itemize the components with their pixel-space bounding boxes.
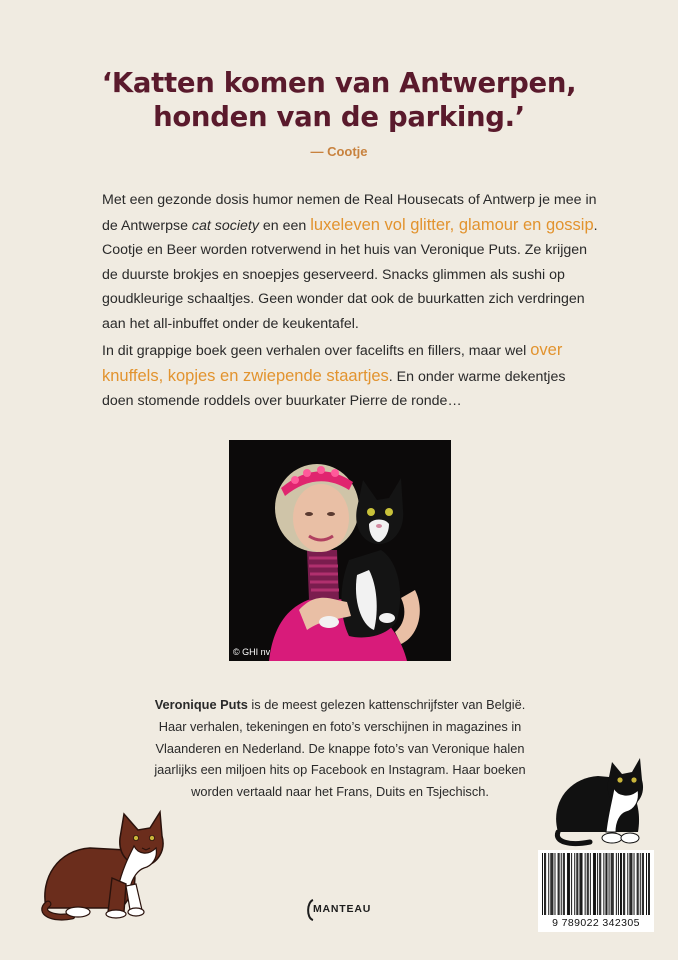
blurb-paragraph-2: In dit grappige boek geen verhalen over facelifts en fillers, maar wel over knuffels, kopjes en zwiepende staartjes. En onder warme dekentjes doen stomende roddels over buurkater Pierre de ronde… [102, 341, 566, 409]
author-with-cat-image [229, 440, 451, 661]
author-photo [229, 440, 451, 661]
photo-credit: © GHI nv [233, 647, 271, 657]
blurb-paragraph-1: Met een gezonde dosis humor nemen de Real Housecats of Antwerp je mee in de Antwerpse cat society en een luxeleven vol glitter, glamour en gossip. Cootje en Beer worden rotverwend in het huis van Veronique Puts. Ze krijgen de duurste brokjes en snoepjes geserveerd. Snacks glimmen als sushi op goudkleurige schaaltjes. Geen wonder dat ook de buurkatten zich verdringen aan het all-inbuffet onder de keukentafel. [102, 192, 598, 332]
brown-cat-illustration [38, 808, 168, 923]
author-name: Veronique Puts [154, 697, 248, 712]
quote-line-2: honden van de parking.’ [153, 101, 525, 133]
highlight-text-1: luxeleven vol glitter, glamour en gossip [310, 215, 594, 234]
black-white-cat-illustration [550, 758, 648, 848]
highlight-text-2: over knuffels, kopjes en zwiepende staartjes [102, 341, 563, 385]
publisher-name: MANTEAU [313, 903, 372, 915]
isbn-barcode [538, 850, 654, 932]
barcode-bars [542, 853, 650, 915]
quote-attribution: — Cootje [310, 144, 368, 159]
isbn-number: 9 789022 342305 [552, 917, 640, 929]
publisher-logo [305, 898, 373, 922]
quote-line-1: ‘Katten komen van Antwerpen, [101, 67, 577, 99]
author-bio: Veronique Puts is de meest gelezen kattenschrijfster van België. Haar verhalen, tekeningen en foto’s verschijnen in magazines in Vlaanderen en Nederland. De knappe foto’s van Veronique halen jaarlijks een miljoen hits op Facebook en Instagram. Haar boeken worden vertaald naar het Frans, Duits en Tsjechisch. [154, 697, 526, 800]
back-cover-quote [0, 66, 678, 134]
